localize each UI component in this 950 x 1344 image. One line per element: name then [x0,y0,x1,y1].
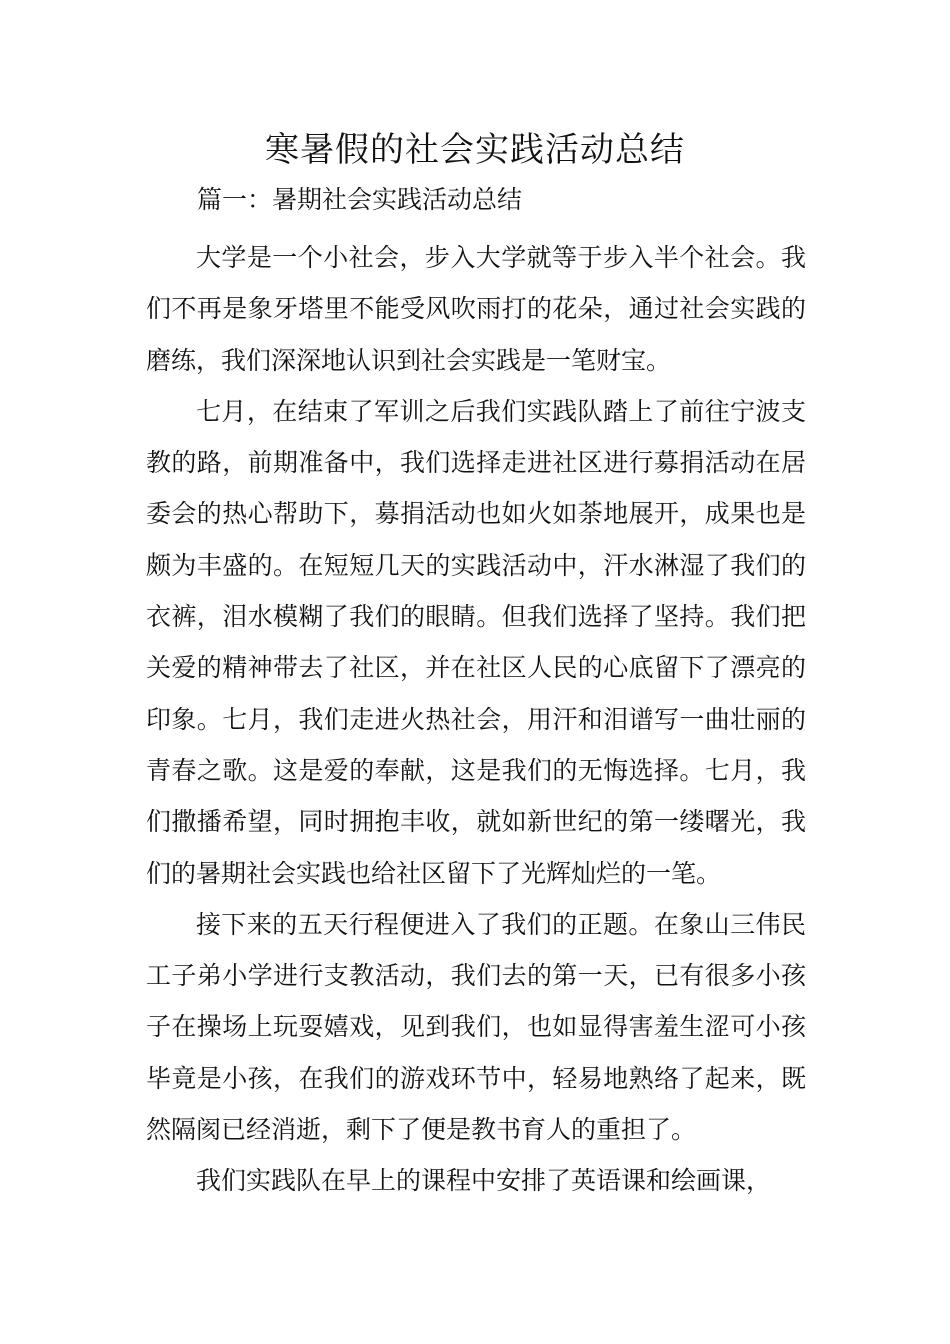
paragraph-4: 我们实践队在早上的课程中安排了英语课和绘画课， [196,1166,772,1196]
section-heading: 篇一：暑期社会实践活动总结 [197,185,523,214]
document-body [146,232,806,1207]
paragraph-3: 接下来的五天行程便进入了我们的正题。在象山三伟民工子弟小学进行支教活动，我们去的第一天，已有很多小孩子在操场上玩耍嬉戏，见到我们，也如显得害羞生涩可小孩毕竟是小孩，在我们的游戏环节中，轻易地熟络了起来，既然隔阂已经消逝，剩下了便是教书育人的重担了。 [146,909,806,1145]
paragraph-2: 七月，在结束了军训之后我们实践队踏上了前往宁波支教的路，前期准备中，我们选择走进社区进行募捐活动在居委会的热心帮助下，募捐活动也如火如荼地展开，成果也是颇为丰盛的。在短短几天的实践活动中，汗水淋湿了我们的衣裤，泪水模糊了我们的眼睛。但我们选择了坚持。我们把关爱的精神带去了社区，并在社区人民的心底留下了漂亮的印象。七月，我们走进火热社会，用汗和泪谱写一曲壮丽的青春之歌。这是爱的奉献，这是我们的无悔选择。七月，我们撒播希望，同时拥抱丰收，就如新世纪的第一缕曙光，我们的暑期社会实践也给社区留下了光辉灿烂的一笔。 [146,396,806,888]
document-title: 寒暑假的社会实践活动总结 [265,130,685,170]
paragraph-1: 大学是一个小社会，步入大学就等于步入半个社会。我们不再是象牙塔里不能受风吹雨打的花朵，通过社会实践的磨练，我们深深地认识到社会实践是一笔财宝。 [146,243,806,375]
